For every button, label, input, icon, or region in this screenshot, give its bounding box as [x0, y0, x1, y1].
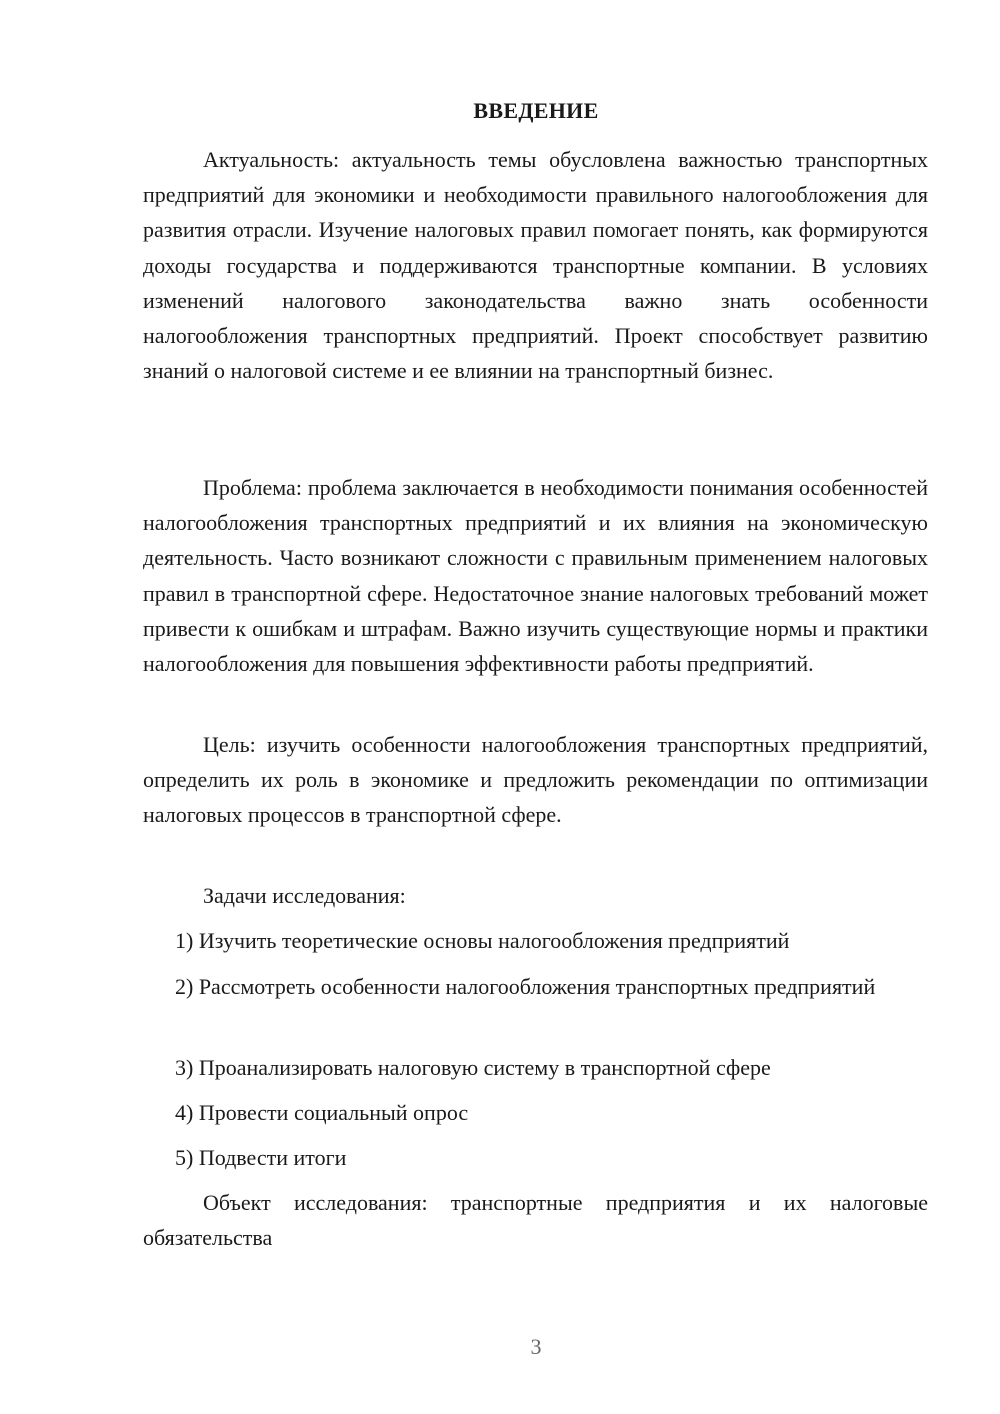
task-item-1: 1) Изучить теоретические основы налогообложения предприятий	[175, 928, 790, 953]
goal-paragraph: Цель: изучить особенности налогообложения транспортных предприятий, определить их роль в экономике и предложить рекомендации по оптимизации налоговых процессов в транспортной сфере.	[143, 732, 928, 828]
task-item-3: 3) Проанализировать налоговую систему в транспортной сфере	[175, 1055, 771, 1080]
section-heading: ВВЕДЕНИЕ	[473, 98, 599, 123]
page-number: 3	[530, 1334, 542, 1359]
problem-paragraph: Проблема: проблема заключается в необходимости понимания особенностей налогообложения транспортных предприятий и их влияния на экономическую деятельность. Часто возникают сложности с правильным применением налоговых правил в транспортной сфере. Недостаточное знание налоговых требований может привести к ошибкам и штрафам. Важно изучить существующие нормы и практики налогообложения для повышения эффективности работы предприятий.	[143, 475, 928, 677]
research-object-paragraph: Объект исследования: транспортные предприятия и их налоговые обязательства	[143, 1190, 928, 1251]
task-item-2: 2) Рассмотреть особенности налогообложения транспортных предприятий	[175, 974, 876, 999]
task-item-5: 5) Подвести итоги	[175, 1145, 347, 1170]
task-item-4: 4) Провести социальный опрос	[175, 1100, 469, 1125]
tasks-heading: Задачи исследования:	[203, 883, 406, 908]
relevance-paragraph: Актуальность: актуальность темы обусловлена важностью транспортных предприятий для экономики и необходимости правильного налогообложения для развития отрасли. Изучение налоговых правил помогает понять, как формируются доходы государства и поддерживаются транспортные компании. В условиях изменений налогового законодательства важно знать особенности налогообложения транспортных предприятий. Проект способствует развитию знаний о налоговой системе и ее влиянии на транспортный бизнес.	[143, 147, 928, 384]
